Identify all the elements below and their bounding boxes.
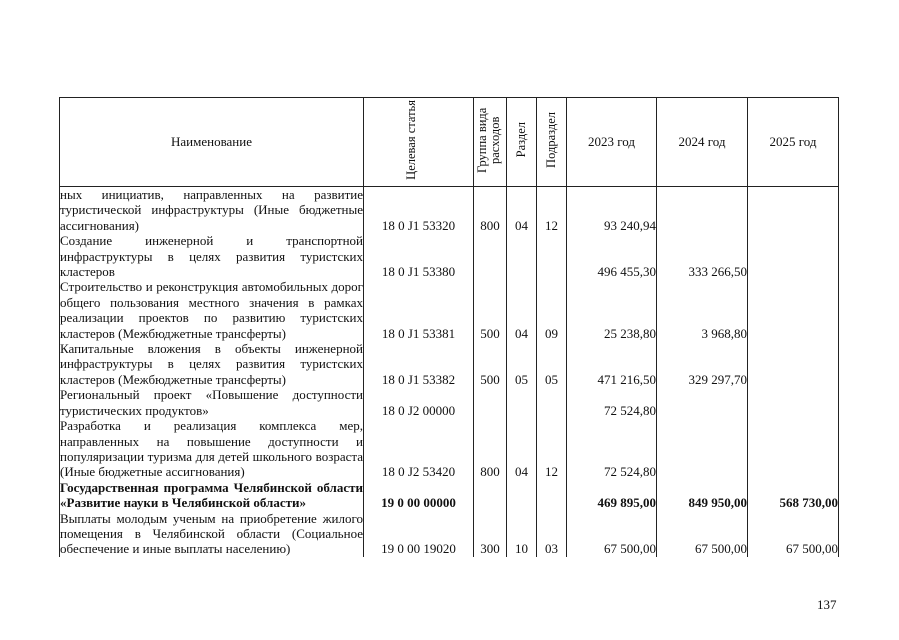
row-2024	[657, 387, 748, 418]
row-target: 18 0 J2 53420	[364, 418, 474, 480]
row-2023: 25 238,80	[567, 279, 657, 341]
row-target: 19 0 00 00000	[364, 480, 474, 511]
row-section	[507, 480, 537, 511]
table-row	[60, 279, 839, 341]
table-row	[60, 341, 839, 387]
row-name: Государственная программа Челябинской области «Развитие науки в Челябинской области»	[60, 479, 363, 511]
row-section: 05	[507, 341, 537, 387]
header-section-text: Раздел	[513, 122, 528, 158]
row-2025	[748, 341, 839, 387]
row-group: 500	[474, 279, 507, 341]
row-subsection: 03	[537, 511, 567, 557]
row-group	[474, 387, 507, 418]
row-section: 10	[507, 511, 537, 557]
row-group: 300	[474, 511, 507, 557]
row-subsection: 05	[537, 341, 567, 387]
header-subsection	[537, 98, 567, 187]
row-section	[507, 233, 537, 279]
row-target: 18 0 J1 53382	[364, 341, 474, 387]
table-row	[60, 387, 839, 418]
row-target: 18 0 J1 53381	[364, 279, 474, 341]
row-2024	[657, 187, 748, 234]
row-subsection	[537, 233, 567, 279]
row-name: Выплаты молодым ученым на приобретение жилого помещения в Челябинской области (Социальное обеспечение и иные выплаты населению)	[60, 510, 363, 557]
row-2024: 329 297,70	[657, 341, 748, 387]
row-name: Капитальные вложения в объекты инженерной инфраструктуры в целях развития туристских кластеров (Межбюджетные трансферты)	[60, 341, 363, 387]
row-target: 18 0 J2 00000	[364, 387, 474, 418]
row-name: ных инициатив, направленных на развитие туристической инфраструктуры (Иные бюджетные ассигнования)	[60, 187, 363, 233]
header-subsection-text: Подраздел	[543, 112, 558, 168]
row-section: 04	[507, 187, 537, 234]
row-target: 18 0 J1 53320	[364, 187, 474, 234]
row-2025: 67 500,00	[748, 511, 839, 557]
row-2024: 849 950,00	[657, 480, 748, 511]
row-2023: 93 240,94	[567, 187, 657, 234]
header-group-text: Группа вида расходов	[475, 107, 503, 173]
row-name: Региональный проект «Повышение доступности туристических продуктов»	[60, 387, 363, 418]
row-2025	[748, 187, 839, 234]
table-row	[60, 233, 839, 279]
header-2023: 2023 год	[567, 98, 657, 187]
row-subsection	[537, 387, 567, 418]
table-row	[60, 187, 839, 234]
header-target	[364, 98, 474, 187]
row-section	[507, 387, 537, 418]
header-2024: 2024 год	[657, 98, 748, 187]
row-name: Создание инженерной и транспортной инфраструктуры в целях развития туристских кластеров	[60, 233, 363, 280]
row-2025	[748, 418, 839, 480]
row-2024	[657, 418, 748, 480]
table-row	[60, 418, 839, 480]
row-2024: 67 500,00	[657, 511, 748, 557]
row-group: 800	[474, 187, 507, 234]
row-2023: 72 524,80	[567, 387, 657, 418]
row-group	[474, 233, 507, 279]
row-section: 04	[507, 418, 537, 480]
table-row	[60, 511, 839, 557]
row-2025	[748, 233, 839, 279]
row-name: Строительство и реконструкция автомобильных дорог общего пользования местного значения в рамках реализации проектов по развитию туристских кластеров (Межбюджетные трансферты)	[60, 279, 363, 341]
header-target-text: Целевая статья	[403, 100, 418, 180]
row-name: Разработка и реализация комплекса мер, направленных на повышение доступности и популяризации туризма для детей школьного возраста (Иные бюджетные ассигнования)	[60, 418, 363, 480]
row-subsection: 09	[537, 279, 567, 341]
row-target: 19 0 00 19020	[364, 511, 474, 557]
row-2024: 333 266,50	[657, 233, 748, 279]
budget-table	[59, 97, 839, 557]
row-2023: 471 216,50	[567, 341, 657, 387]
header-name: Наименование	[60, 98, 364, 187]
row-group: 800	[474, 418, 507, 480]
row-2025: 568 730,00	[748, 480, 839, 511]
row-2025	[748, 279, 839, 341]
row-2025	[748, 387, 839, 418]
row-subsection	[537, 480, 567, 511]
table-row	[60, 480, 839, 511]
row-group	[474, 480, 507, 511]
row-section: 04	[507, 279, 537, 341]
row-target: 18 0 J1 53380	[364, 233, 474, 279]
row-2024: 3 968,80	[657, 279, 748, 341]
header-group	[474, 98, 507, 187]
table-header-row	[60, 98, 839, 187]
header-section	[507, 98, 537, 187]
page-number: 137	[817, 597, 837, 612]
row-subsection: 12	[537, 418, 567, 480]
row-2023: 469 895,00	[567, 480, 657, 511]
row-subsection: 12	[537, 187, 567, 234]
row-group: 500	[474, 341, 507, 387]
row-2023: 72 524,80	[567, 418, 657, 480]
header-2025: 2025 год	[748, 98, 839, 187]
row-2023: 496 455,30	[567, 233, 657, 279]
row-2023: 67 500,00	[567, 511, 657, 557]
